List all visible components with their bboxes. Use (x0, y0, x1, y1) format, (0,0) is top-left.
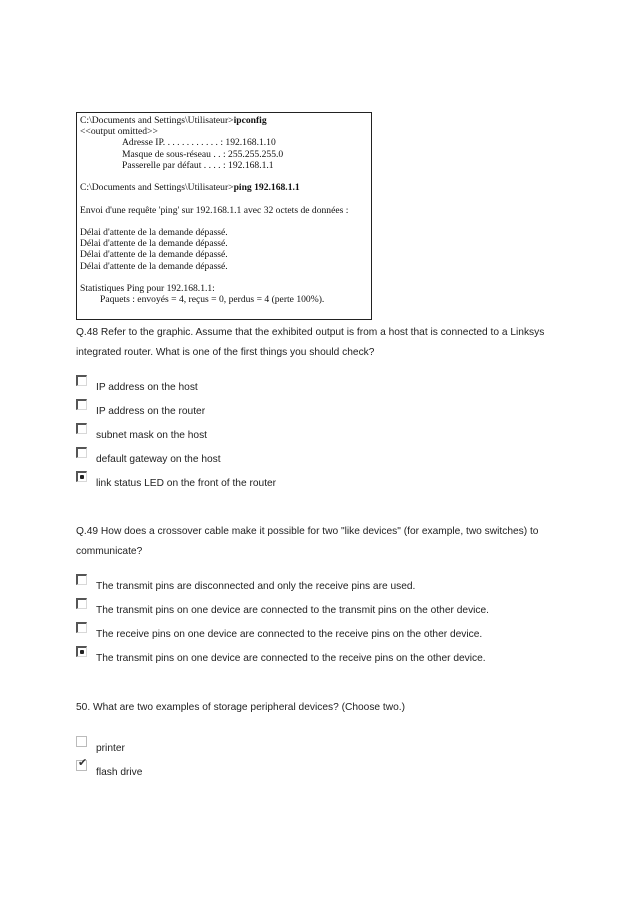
question-50-text: 50. What are two examples of storage peripheral devices? (Choose two.) (76, 702, 405, 713)
timeout-line: Délai d'attente de la demande dépassé. (80, 226, 228, 238)
timeout-line: Délai d'attente de la demande dépassé. (80, 260, 228, 272)
cmd-line-ipconfig: C:\Documents and Settings\Utilisateur>ipconfig (80, 115, 267, 126)
timeout-line: Délai d'attente de la demande dépassé. (80, 238, 228, 250)
default-gateway-line: Passerelle par défaut . . . . : 192.168.1.1 (122, 159, 274, 171)
cmd-line-ping: C:\Documents and Settings\Utilisateur>ping 192.168.1.1 (80, 182, 300, 194)
subnet-mask-line: Masque de sous-réseau . . : 255.255.255.0 (122, 148, 284, 160)
radio-button[interactable] (76, 375, 87, 386)
radio-button[interactable] (76, 622, 87, 633)
output-omitted-line: <<output omitted>> (80, 126, 158, 138)
radio-button-selected[interactable] (76, 471, 87, 482)
ip-address-line: Adresse IP. . . . . . . . . . . . : 192.168.1.10 (122, 137, 276, 149)
checkbox[interactable] (76, 736, 87, 747)
radio-button[interactable] (76, 598, 87, 609)
ping-request-line: Envoi d'une requête 'ping' sur 192.168.1.1 avec 32 octets de données : (80, 204, 349, 216)
radio-dot-icon (80, 475, 84, 479)
command-output-exhibit (76, 112, 372, 320)
radio-button[interactable] (76, 574, 87, 585)
radio-dot-icon (80, 650, 84, 654)
ping-stats-packets: Paquets : envoyés = 4, reçus = 0, perdus = 4 (perte 100%). (100, 294, 325, 306)
radio-button[interactable] (76, 447, 87, 458)
radio-button-selected[interactable] (76, 646, 87, 657)
question-49-text: Q.49 How does a crossover cable make it possible for two "like devices" (for example, two switches) to communicate? (76, 526, 539, 557)
radio-button[interactable] (76, 423, 87, 434)
question-48-text: Q.48 Refer to the graphic. Assume that the exhibited output is from a host that is connected to a Linksys integrated router. What is one of the first things you should check? (76, 327, 545, 358)
timeout-line: Délai d'attente de la demande dépassé. (80, 249, 228, 261)
checkmark-icon: ✔ (78, 756, 88, 769)
ping-stats-title: Statistiques Ping pour 192.168.1.1: (80, 282, 215, 294)
radio-button[interactable] (76, 399, 87, 410)
checkbox-checked[interactable] (76, 756, 88, 771)
